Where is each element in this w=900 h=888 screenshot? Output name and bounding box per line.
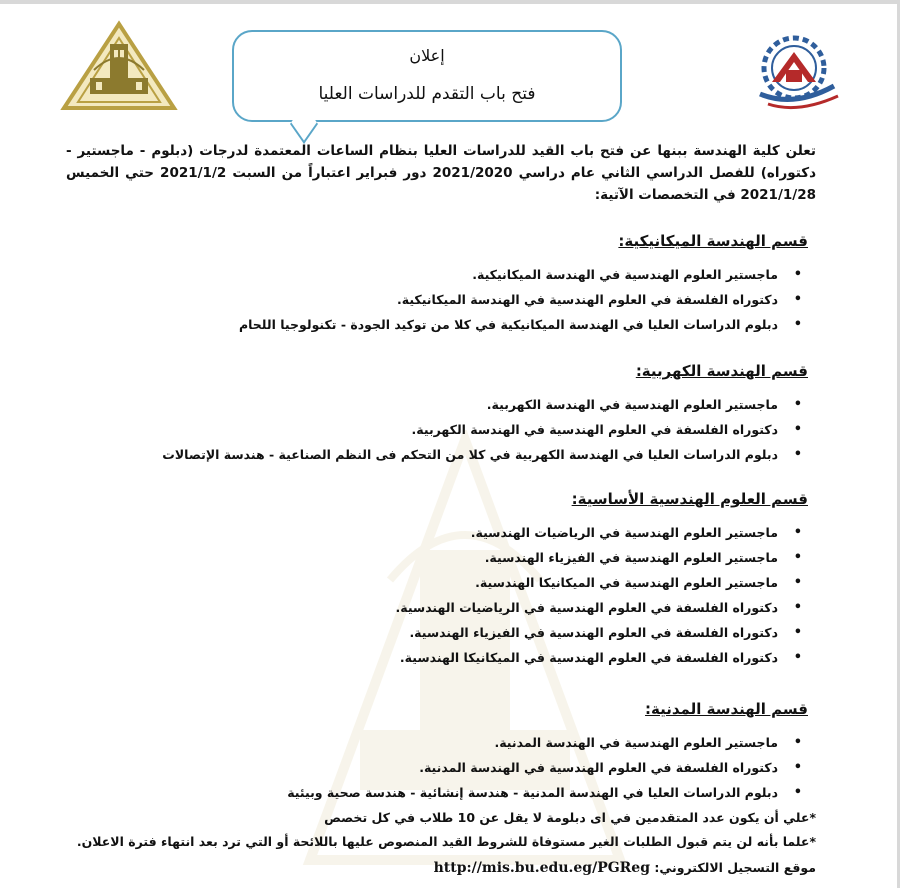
- list-item: • ماجستير العلوم الهندسية في الرياضيات الهندسية.: [110, 520, 778, 545]
- page-edge-top: [0, 0, 900, 4]
- list-item: • دبلوم الدراسات العليا في الهندسة المدنية - هندسة إنشائية - هندسة صحية وبيئية: [110, 780, 778, 805]
- section-heading: قسم الهندسة الميكانيكية:: [618, 232, 808, 250]
- list-item: • دبلوم الدراسات العليا في الهندسة الميكانيكية في كلا من توكيد الجودة - تكنولوجيا اللحام: [110, 312, 778, 337]
- program-list: [110, 392, 810, 467]
- announcement-subtitle: فتح باب التقدم للدراسات العليا: [318, 84, 536, 104]
- section-heading: قسم الهندسة الكهربية:: [635, 362, 808, 380]
- benha-university-logo: [60, 20, 178, 112]
- list-item: • ماجستير العلوم الهندسية في الهندسة الكهربية.: [110, 392, 778, 417]
- section-civil-engineering: [110, 700, 810, 805]
- note-minimum-applicants: *علي أن يكون عدد المتقدمين في اى دبلومة لا يقل عن 10 طلاب في كل تخصص: [324, 810, 816, 825]
- announcement-title-box: [232, 30, 622, 122]
- registration-label: موقع التسجيل الالكتروني:: [654, 860, 816, 875]
- section-heading: قسم العلوم الهندسية الأساسية:: [571, 490, 808, 508]
- faculty-of-engineering-logo: [742, 30, 852, 116]
- list-item: • دكتوراه الفلسفة في العلوم الهندسية في الرياضيات الهندسية.: [110, 595, 778, 620]
- registration-url-link[interactable]: http://mis.bu.edu.eg/PGReg: [433, 860, 651, 876]
- list-item: • دكتوراه الفلسفة في العلوم الهندسية في الهندسة المدنية.: [110, 755, 778, 780]
- list-item: • ماجستير العلوم الهندسية في الهندسة المدنية.: [110, 730, 778, 755]
- list-item: • دكتوراه الفلسفة في العلوم الهندسية في الهندسة الميكانيكية.: [110, 287, 778, 312]
- list-item: • دكتوراه الفلسفة في العلوم الهندسية في الفيزياء الهندسية.: [110, 620, 778, 645]
- program-list: [110, 262, 810, 337]
- section-mechanical-engineering: [110, 232, 810, 337]
- registration-line: [400, 860, 816, 876]
- program-list: [110, 730, 810, 805]
- list-item: • دبلوم الدراسات العليا في الهندسة الكهربية في كلا من التحكم فى النظم الصناعية - هندسة الإتصالات: [110, 442, 778, 467]
- list-item: • ماجستير العلوم الهندسية في الفيزياء الهندسية.: [110, 545, 778, 570]
- note-application-conditions: *علما بأنه لن يتم قبول الطلبات الغير مستوفاة للشروط القيد المنصوص عليها باللائحة أو التي ترد بعد انتهاء فترة الاعلان.: [76, 834, 816, 849]
- section-electrical-engineering: [110, 362, 810, 467]
- list-item: • دكتوراه الفلسفة في العلوم الهندسية في الميكانيكا الهندسية.: [110, 645, 778, 670]
- program-list: [110, 520, 810, 670]
- intro-paragraph: تعلن كلية الهندسة ببنها عن فتح باب القيد للدراسات العليا بنظام الساعات المعتمدة لدرجات (دبلوم - ماجستير - دكتوراه) للفصل الدراسي الثاني عام دراسي 2021/2020 دور فبراير اعتباراً من السبت 2021/1/2 حتي الخميس 2021/1/28 في التخصصات الآتية:: [66, 143, 816, 203]
- section-heading: قسم الهندسة المدنية:: [645, 700, 808, 718]
- list-item: • دكتوراه الفلسفة في العلوم الهندسية في الهندسة الكهربية.: [110, 417, 778, 442]
- list-item: • ماجستير العلوم الهندسية في الميكانيكا الهندسية.: [110, 570, 778, 595]
- section-basic-engineering-sciences: [110, 490, 810, 670]
- notes: [66, 806, 816, 854]
- list-item: • ماجستير العلوم الهندسية في الهندسة الميكانيكية.: [110, 262, 778, 287]
- announcement-title: إعلان: [409, 46, 445, 65]
